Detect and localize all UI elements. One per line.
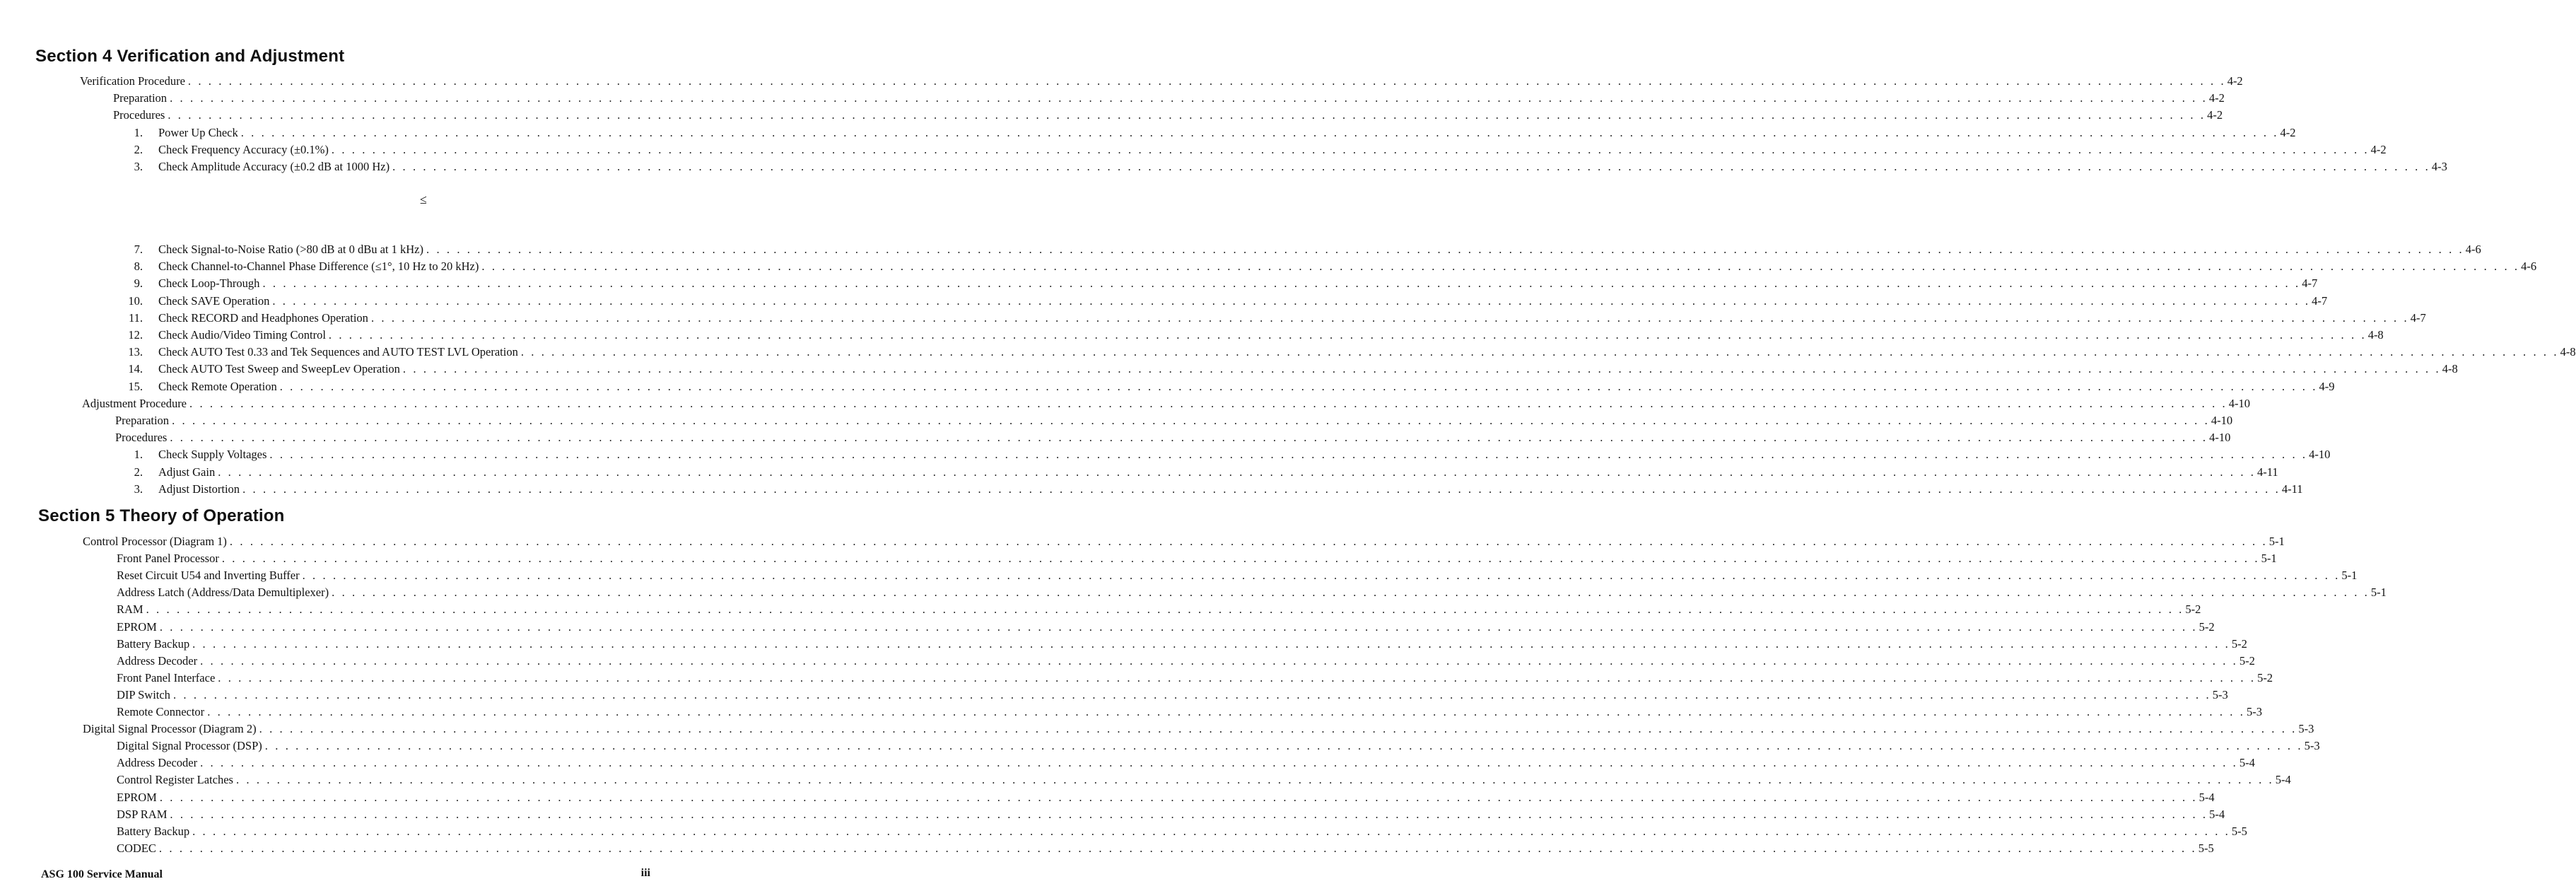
toc-entry-page: 4-7	[2302, 276, 2318, 291]
dot-leader: . . . . . . . . . . . . . . . . . . . . . . . . . . . . . . . . . . . . . . . . . . . . . . . . . . . . . . . . . . . . . . . . . . . . . . . . . . . . . . . . . . . . . . . . . . . . . . . . . . . . . . . . . . . . . . . . . . . . . . . . . . . . . . . . . . . . . . . . . . . . . . . . . . . . . . . . . . . . . . . . . . . . . . . . . . . . . . . . . . . . . . . . . . . . . . . . . . . . . . . .	[159, 619, 2198, 634]
dot-leader: . . . . . . . . . . . . . . . . . . . . . . . . . . . . . . . . . . . . . . . . . . . . . . . . . . . . . . . . . . . . . . . . . . . . . . . . . . . . . . . . . . . . . . . . . . . . . . . . . . . . . . . . . . . . . . . . . . . . . . . . . . . . . . . . . . . . . . . . . . . . . . . . . . . . . . . . . . . . . . . . . . . . . . . . . . . . . . . . . . . . . . . . . . . . . . . . . . . . . . . .	[235, 773, 2274, 787]
toc-entry-number: 7.	[134, 243, 143, 256]
toc-entry	[117, 549, 2277, 566]
toc-entry	[124, 377, 2335, 394]
dot-leader: . . . . . . . . . . . . . . . . . . . . . . . . . . . . . . . . . . . . . . . . . . . . . . . . . . . . . . . . . . . . . . . . . . . . . . . . . . . . . . . . . . . . . . . . . . . . . . . . . . . . . . . . . . . . . . . . . . . . . . . . . . . . . . . . . . . . . . . . . . . . . . . . . . . . . . . . . . . . . . . . . . . . . . . . . . . . . . . . . . . . . . . . . . . . . . . . . . . . . . . .	[302, 569, 2341, 583]
toc-entry-label: Procedures	[115, 431, 168, 445]
toc-entry-page: 5-1	[2341, 569, 2358, 583]
dot-leader: . . . . . . . . . . . . . . . . . . . . . . . . . . . . . . . . . . . . . . . . . . . . . . . . . . . . . . . . . . . . . . . . . . . . . . . . . . . . . . . . . . . . . . . . . . . . . . . . . . . . . . . . . . . . . . . . . . . . . . . . . . . . . . . . . . . . . . . . . . . . . . . . . . . . . . . . . . . . . . . . . . . . . . . . . . . . . . . . . . . . . . . . . . . . . . . . . . . . . . . .	[332, 586, 2370, 600]
toc-entry-label: Preparation	[115, 414, 170, 427]
dot-leader: . . . . . . . . . . . . . . . . . . . . . . . . . . . . . . . . . . . . . . . . . . . . . . . . . . . . . . . . . . . . . . . . . . . . . . . . . . . . . . . . . . . . . . . . . . . . . . . . . . . . . . . . . . . . . . . . . . . . . . . . . . . . . . . . . . . . . . . . . . . . . . . . . . . . . . . . . . . . . . . . . . . . . . . . . . . . . . . . . . . . . . . . . . . . . . . . . . . . . . . .	[192, 636, 2230, 651]
toc-entry-page: 4-2	[2370, 142, 2387, 156]
toc-entry-page: 4-6	[2521, 260, 2537, 274]
section-4-title: Section 4 Verification and Adjustment	[35, 47, 345, 66]
toc-entry-page: 5-2	[2257, 670, 2273, 685]
toc-entry-label: Check Remote Operation	[158, 379, 277, 393]
dot-leader: . . . . . . . . . . . . . . . . . . . . . . . . . . . . . . . . . . . . . . . . . . . . . . . . . . . . . . . . . . . . . . . . . . . . . . . . . . . . . . . . . . . . . . . . . . . . . . . . . . . . . . . . . . . . . . . . . . . . . . . . . . . . . . . . . . . . . . . . . . . . . . . . . . . . . . . . . . . . . . . . . . . . . . . . . . . . . . . . . . . . . . . . . . . . . . . . . . . . . . . .	[370, 310, 2409, 325]
toc-entry-label: Address Decoder	[117, 756, 198, 770]
dot-leader: . . . . . . . . . . . . . . . . . . . . . . . . . . . . . . . . . . . . . . . . . . . . . . . . . . . . . . . . . . . . . . . . . . . . . . . . . . . . . . . . . . . . . . . . . . . . . . . . . . . . . . . . . . . . . . . . . . . . . . . . . . . . . . . . . . . . . . . . . . . . . . . . . . . . . . . . . . . . . . . . . . . . . . . . . . . . . . . . . . . . . . . . . . . . . . . . . . . . . . . .	[189, 396, 2227, 410]
dot-leader: . . . . . . . . . . . . . . . . . . . . . . . . . . . . . . . . . . . . . . . . . . . . . . . . . . . . . . . . . . . . . . . . . . . . . . . . . . . . . . . . . . . . . . . . . . . . . . . . . . . . . . . . . . . . . . . . . . . . . . . . . . . . . . . . . . . . . . . . . . . . . . . . . . . . . . . . . . . . . . . . . . . . . . . . . . . . . . . . . . . . . . . . . . . . . . . . . . . . . . . .	[170, 431, 2208, 445]
toc-entry-page: 4-10	[2211, 414, 2233, 427]
toc-entry	[117, 788, 2215, 805]
dot-leader: . . . . . . . . . . . . . . . . . . . . . . . . . . . . . . . . . . . . . . . . . . . . . . . . . . . . . . . . . . . . . . . . . . . . . . . . . . . . . . . . . . . . . . . . . . . . . . . . . . . . . . . . . . . . . . . . . . . . . . . . . . . . . . . . . . . . . . . . . . . . . . . . . . . . . . . . . . . . . . . . . . . . . . . . . . . . . . . . . . . . . . . . . . . . . . . . . . . . . . . .	[259, 722, 2297, 736]
toc-entry	[117, 583, 2387, 600]
dot-leader: . . . . . . . . . . . . . . . . . . . . . . . . . . . . . . . . . . . . . . . . . . . . . . . . . . . . . . . . . . . . . . . . . . . . . . . . . . . . . . . . . . . . . . . . . . . . . . . . . . . . . . . . . . . . . . . . . . . . . . . . . . . . . . . . . . . . . . . . . . . . . . . . . . . . . . . . . . . . . . . . . . . . . . . . . . . . . . . . . . . . . . . . . . . . . . . . . . . . . . . .	[240, 125, 2279, 139]
toc-entry-label: CODEC	[117, 841, 156, 855]
toc-entry-label: Power Up Check	[158, 125, 238, 139]
toc-entry-label: Adjust Gain	[158, 465, 216, 479]
toc-entry	[117, 685, 2228, 702]
toc-entry	[124, 291, 2328, 308]
toc-entry-page: 5-3	[2304, 739, 2320, 753]
toc-entry	[83, 532, 2285, 549]
toc-entry-label: Front Panel Processor	[117, 552, 219, 566]
toc-entry-number: 2.	[134, 465, 143, 479]
toc-entry-label: Digital Signal Processor (DSP)	[117, 739, 262, 753]
footer-manual-title: ASG 100 Service Manual	[41, 868, 163, 880]
toc-entry-number: 10.	[128, 293, 143, 308]
toc-entry	[117, 770, 2291, 787]
toc-entry-number: 14.	[128, 362, 143, 376]
toc-entry-label: Check SAVE Operation	[158, 293, 270, 308]
toc-entry-page: 4-7	[2410, 310, 2426, 325]
toc-entry	[124, 445, 2331, 462]
dot-leader: . . . . . . . . . . . . . . . . . . . . . . . . . . . . . . . . . . . . . . . . . . . . . . . . . . . . . . . . . . . . . . . . . . . . . . . . . . . . . . . . . . . . . . . . . . . . . . . . . . . . . . . . . . . . . . . . . . . . . . . . . . . . . . . . . . . . . . . . . . . . . . . . . . . . . . . . . . . . . . . . . . . . . . . . . . . . . . . . . . . . . . . . . . . . . . . . . . . . . . . .	[146, 602, 2184, 617]
toc-entry	[117, 822, 2247, 839]
toc-entry	[124, 257, 2537, 274]
toc-entry-label: Adjust Distortion	[158, 482, 240, 496]
toc-entry-page: 4-9	[2319, 379, 2335, 393]
toc-entry-page: 5-2	[2239, 653, 2255, 668]
toc-entry-page: 5-1	[2261, 552, 2277, 566]
toc-entry-page: 4-10	[2209, 431, 2231, 445]
dot-leader: . . . . . . . . . . . . . . . . . . . . . . . . . . . . . . . . . . . . . . . . . . . . . . . . . . . . . . . . . . . . . . . . . . . . . . . . . . . . . . . . . . . . . . . . . . . . . . . . . . . . . . . . . . . . . . . . . . . . . . . . . . . . . . . . . . . . . . . . . . . . . . . . . . . . . . . . . . . . . . . . . . . . . . . . . . . . . . . . . . . . . . . . . . . . . . . . . . . . . . . .	[159, 790, 2198, 804]
toc-entry-label: EPROM	[117, 790, 157, 804]
toc-entry	[117, 600, 2201, 617]
toc-entry	[117, 736, 2320, 753]
toc-entry-number: 11.	[128, 310, 143, 325]
toc-entry-label: Control Register Latches	[117, 773, 233, 787]
toc-entry-page: 4-11	[2257, 465, 2278, 479]
toc-entry-page: 4-2	[2227, 74, 2243, 88]
toc-entry-label: Verification Procedure	[80, 74, 185, 88]
toc-entry	[117, 753, 2255, 770]
dot-leader: . . . . . . . . . . . . . . . . . . . . . . . . . . . . . . . . . . . . . . . . . . . . . . . . . . . . . . . . . . . . . . . . . . . . . . . . . . . . . . . . . . . . . . . . . . . . . . . . . . . . . . . . . . . . . . . . . . . . . . . . . . . . . . . . . . . . . . . . . . . . . . . . . . . . . . . . . . . . . . . . . . . . . . . . . . . . . . . . . . . . . . . . . . . . . . . . . . . . . . . .	[158, 841, 2197, 855]
toc-entry-number: 8.	[134, 260, 143, 274]
dot-leader: . . . . . . . . . . . . . . . . . . . . . . . . . . . . . . . . . . . . . . . . . . . . . . . . . . . . . . . . . . . . . . . . . . . . . . . . . . . . . . . . . . . . . . . . . . . . . . . . . . . . . . . . . . . . . . . . . . . . . . . . . . . . . . . . . . . . . . . . . . . . . . . . . . . . . . . . . . . . . . . . . . . . . . . . . . . . . . . . . . . . . . . . . . . . . . . . . . . . . . . .	[207, 705, 2245, 718]
toc-entry-label: DIP Switch	[117, 687, 170, 701]
toc-entry	[83, 719, 2314, 736]
toc-entry-label: Check Loop-Through	[158, 276, 260, 291]
dot-leader: . . . . . . . . . . . . . . . . . . . . . . . . . . . . . . . . . . . . . . . . . . . . . . . . . . . . . . . . . . . . . . . . . . . . . . . . . . . . . . . . . . . . . . . . . . . . . . . . . . . . . . . . . . . . . . . . . . . . . . . . . . . . . . . . . . . . . . . . . . . . . . . . . . . . . . . . . . . . . . . . . . . . . . . . . . . . . . . . . . . . . . . . . . . . . . . . . . . . . . . .	[172, 414, 2210, 427]
dot-leader: . . . . . . . . . . . . . . . . . . . . . . . . . . . . . . . . . . . . . . . . . . . . . . . . . . . . . . . . . . . . . . . . . . . . . . . . . . . . . . . . . . . . . . . . . . . . . . . . . . . . . . . . . . . . . . . . . . . . . . . . . . . . . . . . . . . . . . . . . . . . . . . . . . . . . . . . . . . . . . . . . . . . . . . . . . . . . . . . . . . . . . . . . . . . . . . . . . . . . . . .	[272, 293, 2311, 308]
dot-leader: . . . . . . . . . . . . . . . . . . . . . . . . . . . . . . . . . . . . . . . . . . . . . . . . . . . . . . . . . . . . . . . . . . . . . . . . . . . . . . . . . . . . . . . . . . . . . . . . . . . . . . . . . . . . . . . . . . . . . . . . . . . . . . . . . . . . . . . . . . . . . . . . . . . . . . . . . . . . . . . . . . . . . . . . . . . . . . . . . . . . . . . . . . . . . . . . . . . . . . . .	[262, 276, 2301, 291]
toc-entry	[117, 668, 2273, 685]
dot-leader: . . . . . . . . . . . . . . . . . . . . . . . . . . . . . . . . . . . . . . . . . . . . . . . . . . . . . . . . . . . . . . . . . . . . . . . . . . . . . . . . . . . . . . . . . . . . . . . . . . . . . . . . . . . . . . . . . . . . . . . . . . . . . . . . . . . . . . . . . . . . . . . . . . . . . . . . . . . . . . . . . . . . . . . . . . . . . . . . . . . . . . . . . . . . . . . . . . . . . . . .	[520, 345, 2559, 359]
toc-entry-label: Battery Backup	[117, 636, 190, 651]
section-5-title: Section 5 Theory of Operation	[38, 506, 285, 525]
toc-entry-number: 3.	[134, 482, 143, 496]
dot-leader: . . . . . . . . . . . . . . . . . . . . . . . . . . . . . . . . . . . . . . . . . . . . . . . . . . . . . . . . . . . . . . . . . . . . . . . . . . . . . . . . . . . . . . . . . . . . . . . . . . . . . . . . . . . . . . . . . . . . . . . . . . . . . . . . . . . . . . . . . . . . . . . . . . . . . . . . . . . . . . . . . . . . . . . . . . . . . . . . . . . . . . . . . . . . . . . . . . . . . . . .	[392, 160, 2430, 173]
toc-entry-number: 13.	[128, 345, 143, 359]
toc-entry-page: 4-6	[2465, 243, 2481, 256]
toc-entry-page: 5-3	[2212, 687, 2228, 701]
toc-entry-label: Check Audio/Video Timing Control	[158, 328, 326, 342]
toc-entry	[80, 71, 2243, 88]
toc-entry-page: 5-4	[2199, 790, 2215, 804]
toc-entry-label: Procedures	[113, 108, 165, 122]
toc-entry-page: 5-3	[2298, 722, 2314, 736]
dot-leader: . . . . . . . . . . . . . . . . . . . . . . . . . . . . . . . . . . . . . . . . . . . . . . . . . . . . . . . . . . . . . . . . . . . . . . . . . . . . . . . . . . . . . . . . . . . . . . . . . . . . . . . . . . . . . . . . . . . . . . . . . . . . . . . . . . . . . . . . . . . . . . . . . . . . . . . . . . . . . . . . . . . . . . . . . . . . . . . . . . . . . . . . . . . . . . . . . . . . . . . .	[402, 362, 2441, 376]
toc-entry-label: DSP RAM	[117, 807, 168, 821]
dot-leader: . . . . . . . . . . . . . . . . . . . . . . . . . . . . . . . . . . . . . . . . . . . . . . . . . . . . . . . . . . . . . . . . . . . . . . . . . . . . . . . . . . . . . . . . . . . . . . . . . . . . . . . . . . . . . . . . . . . . . . . . . . . . . . . . . . . . . . . . . . . . . . . . . . . . . . . . . . . . . . . . . . . . . . . . . . . . . . . . . . . . . . . . . . . . . . . . . . . . . . . .	[328, 328, 2367, 342]
stray-glyph: ≤	[420, 192, 427, 206]
footer-page-number: iii	[640, 867, 650, 879]
toc-entry-label: Check Signal-to-Noise Ratio (>80 dB at 0 dBu at 1 kHz)	[158, 243, 423, 256]
toc-entry-page: 5-5	[2198, 841, 2214, 855]
toc-entry-page: 5-1	[2268, 535, 2285, 548]
toc-entry-page: 4-8	[2560, 345, 2576, 359]
toc-entry-page: 5-4	[2275, 773, 2291, 787]
toc-entry	[124, 308, 2426, 325]
toc-entry	[117, 702, 2262, 719]
dot-leader: . . . . . . . . . . . . . . . . . . . . . . . . . . . . . . . . . . . . . . . . . . . . . . . . . . . . . . . . . . . . . . . . . . . . . . . . . . . . . . . . . . . . . . . . . . . . . . . . . . . . . . . . . . . . . . . . . . . . . . . . . . . . . . . . . . . . . . . . . . . . . . . . . . . . . . . . . . . . . . . . . . . . . . . . . . . . . . . . . . . . . . . . . . . . . . . . . . . . . . . .	[426, 243, 2464, 256]
toc-entry	[82, 394, 2251, 411]
dot-leader: . . . . . . . . . . . . . . . . . . . . . . . . . . . . . . . . . . . . . . . . . . . . . . . . . . . . . . . . . . . . . . . . . . . . . . . . . . . . . . . . . . . . . . . . . . . . . . . . . . . . . . . . . . . . . . . . . . . . . . . . . . . . . . . . . . . . . . . . . . . . . . . . . . . . . . . . . . . . . . . . . . . . . . . . . . . . . . . . . . . . . . . . . . . . . . . . . . . . . . . .	[331, 142, 2370, 156]
toc-entry-label: Control Processor (Diagram 1)	[83, 535, 227, 548]
toc-entry	[117, 839, 2214, 856]
toc-entry	[124, 342, 2576, 359]
dot-leader: . . . . . . . . . . . . . . . . . . . . . . . . . . . . . . . . . . . . . . . . . . . . . . . . . . . . . . . . . . . . . . . . . . . . . . . . . . . . . . . . . . . . . . . . . . . . . . . . . . . . . . . . . . . . . . . . . . . . . . . . . . . . . . . . . . . . . . . . . . . . . . . . . . . . . . . . . . . . . . . . . . . . . . . . . . . . . . . . . . . . . . . . . . . . . . . . . . . . . . . .	[218, 465, 2256, 479]
toc-entry	[124, 274, 2318, 291]
toc-entry-number: 9.	[134, 276, 143, 291]
dot-leader: . . . . . . . . . . . . . . . . . . . . . . . . . . . . . . . . . . . . . . . . . . . . . . . . . . . . . . . . . . . . . . . . . . . . . . . . . . . . . . . . . . . . . . . . . . . . . . . . . . . . . . . . . . . . . . . . . . . . . . . . . . . . . . . . . . . . . . . . . . . . . . . . . . . . . . . . . . . . . . . . . . . . . . . . . . . . . . . . . . . . . . . . . . . . . . . . . . . . . . . .	[187, 74, 2226, 88]
toc-entry-page: 5-5	[2231, 824, 2247, 838]
toc-entry-label: Check Frequency Accuracy (±0.1%)	[158, 142, 329, 156]
toc-entry	[124, 325, 2384, 342]
toc-entry-label: Digital Signal Processor (Diagram 2)	[83, 722, 257, 736]
toc-entry-label: RAM	[117, 602, 144, 617]
toc-entry-label: Battery Backup	[117, 824, 190, 838]
dot-leader: . . . . . . . . . . . . . . . . . . . . . . . . . . . . . . . . . . . . . . . . . . . . . . . . . . . . . . . . . . . . . . . . . . . . . . . . . . . . . . . . . . . . . . . . . . . . . . . . . . . . . . . . . . . . . . . . . . . . . . . . . . . . . . . . . . . . . . . . . . . . . . . . . . . . . . . . . . . . . . . . . . . . . . . . . . . . . . . . . . . . . . . . . . . . . . . . . . . . . . . .	[218, 670, 2256, 685]
toc-entry-page: 4-3	[2431, 160, 2447, 173]
dot-leader: . . . . . . . . . . . . . . . . . . . . . . . . . . . . . . . . . . . . . . . . . . . . . . . . . . . . . . . . . . . . . . . . . . . . . . . . . . . . . . . . . . . . . . . . . . . . . . . . . . . . . . . . . . . . . . . . . . . . . . . . . . . . . . . . . . . . . . . . . . . . . . . . . . . . . . . . . . . . . . . . . . . . . . . . . . . . . . . . . . . . . . . . . . . . . . . . . . . . . . . .	[200, 653, 2238, 668]
toc-entry-label: Check RECORD and Headphones Operation	[158, 310, 368, 325]
dot-leader: . . . . . . . . . . . . . . . . . . . . . . . . . . . . . . . . . . . . . . . . . . . . . . . . . . . . . . . . . . . . . . . . . . . . . . . . . . . . . . . . . . . . . . . . . . . . . . . . . . . . . . . . . . . . . . . . . . . . . . . . . . . . . . . . . . . . . . . . . . . . . . . . . . . . . . . . . . . . . . . . . . . . . . . . . . . . . . . . . . . . . . . . . . . . . . . . . . . . . . . .	[279, 379, 2318, 393]
toc-entry	[124, 462, 2278, 479]
toc-entry-label: Front Panel Interface	[117, 670, 216, 685]
toc-entry	[117, 634, 2247, 651]
dot-leader: . . . . . . . . . . . . . . . . . . . . . . . . . . . . . . . . . . . . . . . . . . . . . . . . . . . . . . . . . . . . . . . . . . . . . . . . . . . . . . . . . . . . . . . . . . . . . . . . . . . . . . . . . . . . . . . . . . . . . . . . . . . . . . . . . . . . . . . . . . . . . . . . . . . . . . . . . . . . . . . . . . . . . . . . . . . . . . . . . . . . . . . . . . . . . . . . . . . . . . . .	[221, 552, 2260, 566]
toc-entry	[113, 88, 2225, 105]
dot-leader: . . . . . . . . . . . . . . . . . . . . . . . . . . . . . . . . . . . . . . . . . . . . . . . . . . . . . . . . . . . . . . . . . . . . . . . . . . . . . . . . . . . . . . . . . . . . . . . . . . . . . . . . . . . . . . . . . . . . . . . . . . . . . . . . . . . . . . . . . . . . . . . . . . . . . . . . . . . . . . . . . . . . . . . . . . . . . . . . . . . . . . . . . . . . . . . . . . . . . . . .	[168, 108, 2206, 122]
toc-entry-page: 5-3	[2246, 705, 2262, 718]
toc-entry-page: 4-10	[2309, 448, 2331, 462]
toc-entry	[117, 566, 2358, 583]
toc-entry-label: Check AUTO Test Sweep and SweepLev Operation	[158, 362, 400, 376]
toc-entry	[124, 479, 2303, 496]
toc-entry-page: 4-11	[2281, 482, 2303, 496]
toc-entry-label: Adjustment Procedure	[82, 396, 187, 410]
toc-entry	[124, 157, 2447, 174]
toc-entry	[117, 805, 2225, 822]
dot-leader: . . . . . . . . . . . . . . . . . . . . . . . . . . . . . . . . . . . . . . . . . . . . . . . . . . . . . . . . . . . . . . . . . . . . . . . . . . . . . . . . . . . . . . . . . . . . . . . . . . . . . . . . . . . . . . . . . . . . . . . . . . . . . . . . . . . . . . . . . . . . . . . . . . . . . . . . . . . . . . . . . . . . . . . . . . . . . . . . . . . . . . . . . . . . . . . . . . . . . . . .	[200, 756, 2238, 770]
toc-entry-page: 5-4	[2239, 756, 2255, 770]
toc-entry-label: Check Channel-to-Channel Phase Difference (≤1°, 10 Hz to 20 kHz)	[158, 260, 479, 274]
toc-entry-label: Address Latch (Address/Data Demultiplexer)	[117, 586, 329, 600]
dot-leader: . . . . . . . . . . . . . . . . . . . . . . . . . . . . . . . . . . . . . . . . . . . . . . . . . . . . . . . . . . . . . . . . . . . . . . . . . . . . . . . . . . . . . . . . . . . . . . . . . . . . . . . . . . . . . . . . . . . . . . . . . . . . . . . . . . . . . . . . . . . . . . . . . . . . . . . . . . . . . . . . . . . . . . . . . . . . . . . . . . . . . . . . . . . . . . . . . . . . . . . .	[192, 824, 2230, 838]
dot-leader: . . . . . . . . . . . . . . . . . . . . . . . . . . . . . . . . . . . . . . . . . . . . . . . . . . . . . . . . . . . . . . . . . . . . . . . . . . . . . . . . . . . . . . . . . . . . . . . . . . . . . . . . . . . . . . . . . . . . . . . . . . . . . . . . . . . . . . . . . . . . . . . . . . . . . . . . . . . . . . . . . . . . . . . . . . . . . . . . . . . . . . . . . . . . . . . . . . . . . . . .	[229, 535, 2268, 548]
toc-entry-page: 4-2	[2280, 125, 2296, 139]
toc-entry-number: 15.	[128, 379, 143, 393]
toc-entry-label: Check Amplitude Accuracy (±0.2 dB at 1000 Hz)	[158, 160, 390, 173]
dot-leader: . . . . . . . . . . . . . . . . . . . . . . . . . . . . . . . . . . . . . . . . . . . . . . . . . . . . . . . . . . . . . . . . . . . . . . . . . . . . . . . . . . . . . . . . . . . . . . . . . . . . . . . . . . . . . . . . . . . . . . . . . . . . . . . . . . . . . . . . . . . . . . . . . . . . . . . . . . . . . . . . . . . . . . . . . . . . . . . . . . . . . . . . . . . . . . . . . . . . . . . .	[481, 260, 2520, 274]
toc-entry	[113, 105, 2223, 122]
toc-entry-page: 5-2	[2185, 602, 2201, 617]
toc-entry	[124, 123, 2296, 140]
toc-entry	[124, 240, 2481, 257]
toc-entry-label: Check Supply Voltages	[158, 448, 267, 462]
toc-entry-label: Remote Connector	[117, 705, 205, 718]
dot-leader: . . . . . . . . . . . . . . . . . . . . . . . . . . . . . . . . . . . . . . . . . . . . . . . . . . . . . . . . . . . . . . . . . . . . . . . . . . . . . . . . . . . . . . . . . . . . . . . . . . . . . . . . . . . . . . . . . . . . . . . . . . . . . . . . . . . . . . . . . . . . . . . . . . . . . . . . . . . . . . . . . . . . . . . . . . . . . . . . . . . . . . . . . . . . . . . . . . . . . . . .	[172, 687, 2211, 701]
toc-entry	[117, 617, 2215, 634]
toc-entry	[117, 651, 2255, 668]
toc-entry-page: 5-4	[2209, 807, 2225, 821]
toc-entry-page: 5-2	[2199, 619, 2215, 634]
toc-entry-page: 4-2	[2208, 91, 2225, 105]
toc-entry	[124, 140, 2387, 157]
toc-entry-label: Check AUTO Test 0.33 and Tek Sequences and AUTO TEST LVL Operation	[158, 345, 518, 359]
toc-entry	[115, 428, 2231, 445]
dot-leader: . . . . . . . . . . . . . . . . . . . . . . . . . . . . . . . . . . . . . . . . . . . . . . . . . . . . . . . . . . . . . . . . . . . . . . . . . . . . . . . . . . . . . . . . . . . . . . . . . . . . . . . . . . . . . . . . . . . . . . . . . . . . . . . . . . . . . . . . . . . . . . . . . . . . . . . . . . . . . . . . . . . . . . . . . . . . . . . . . . . . . . . . . . . . . . . . . . . . . . . .	[242, 482, 2281, 496]
toc-entry-page: 5-2	[2231, 636, 2247, 651]
toc-entry	[115, 411, 2233, 428]
toc-entry-label: Address Decoder	[117, 653, 198, 668]
dot-leader: . . . . . . . . . . . . . . . . . . . . . . . . . . . . . . . . . . . . . . . . . . . . . . . . . . . . . . . . . . . . . . . . . . . . . . . . . . . . . . . . . . . . . . . . . . . . . . . . . . . . . . . . . . . . . . . . . . . . . . . . . . . . . . . . . . . . . . . . . . . . . . . . . . . . . . . . . . . . . . . . . . . . . . . . . . . . . . . . . . . . . . . . . . . . . . . . . . . . . . . .	[170, 807, 2208, 821]
toc-entry-page: 4-7	[2312, 293, 2328, 308]
toc-entry-number: 2.	[134, 142, 143, 156]
toc-entry-page: 4-8	[2367, 328, 2384, 342]
toc-entry-number: 3.	[134, 160, 143, 173]
toc-entry-page: 4-2	[2207, 108, 2223, 122]
toc-entry-number: 1.	[134, 125, 143, 139]
toc-entry-label: EPROM	[117, 619, 157, 634]
toc-entry-page: 4-10	[2228, 396, 2251, 410]
toc-entry-page: 4-8	[2442, 362, 2458, 376]
toc-entry-label: Preparation	[113, 91, 168, 105]
toc-entry-number: 1.	[134, 448, 143, 462]
toc-entry-label: Reset Circuit U54 and Inverting Buffer	[117, 569, 300, 583]
toc-entry-number: 12.	[128, 328, 143, 342]
dot-leader: . . . . . . . . . . . . . . . . . . . . . . . . . . . . . . . . . . . . . . . . . . . . . . . . . . . . . . . . . . . . . . . . . . . . . . . . . . . . . . . . . . . . . . . . . . . . . . . . . . . . . . . . . . . . . . . . . . . . . . . . . . . . . . . . . . . . . . . . . . . . . . . . . . . . . . . . . . . . . . . . . . . . . . . . . . . . . . . . . . . . . . . . . . . . . . . . . . . . . . . .	[264, 739, 2303, 753]
toc-entry-page: 5-1	[2370, 586, 2387, 600]
toc-entry	[124, 359, 2458, 376]
dot-leader: . . . . . . . . . . . . . . . . . . . . . . . . . . . . . . . . . . . . . . . . . . . . . . . . . . . . . . . . . . . . . . . . . . . . . . . . . . . . . . . . . . . . . . . . . . . . . . . . . . . . . . . . . . . . . . . . . . . . . . . . . . . . . . . . . . . . . . . . . . . . . . . . . . . . . . . . . . . . . . . . . . . . . . . . . . . . . . . . . . . . . . . . . . . . . . . . . . . . . . . .	[269, 448, 2308, 462]
dot-leader: . . . . . . . . . . . . . . . . . . . . . . . . . . . . . . . . . . . . . . . . . . . . . . . . . . . . . . . . . . . . . . . . . . . . . . . . . . . . . . . . . . . . . . . . . . . . . . . . . . . . . . . . . . . . . . . . . . . . . . . . . . . . . . . . . . . . . . . . . . . . . . . . . . . . . . . . . . . . . . . . . . . . . . . . . . . . . . . . . . . . . . . . . . . . . . . . . . . . . . . .	[170, 91, 2208, 105]
